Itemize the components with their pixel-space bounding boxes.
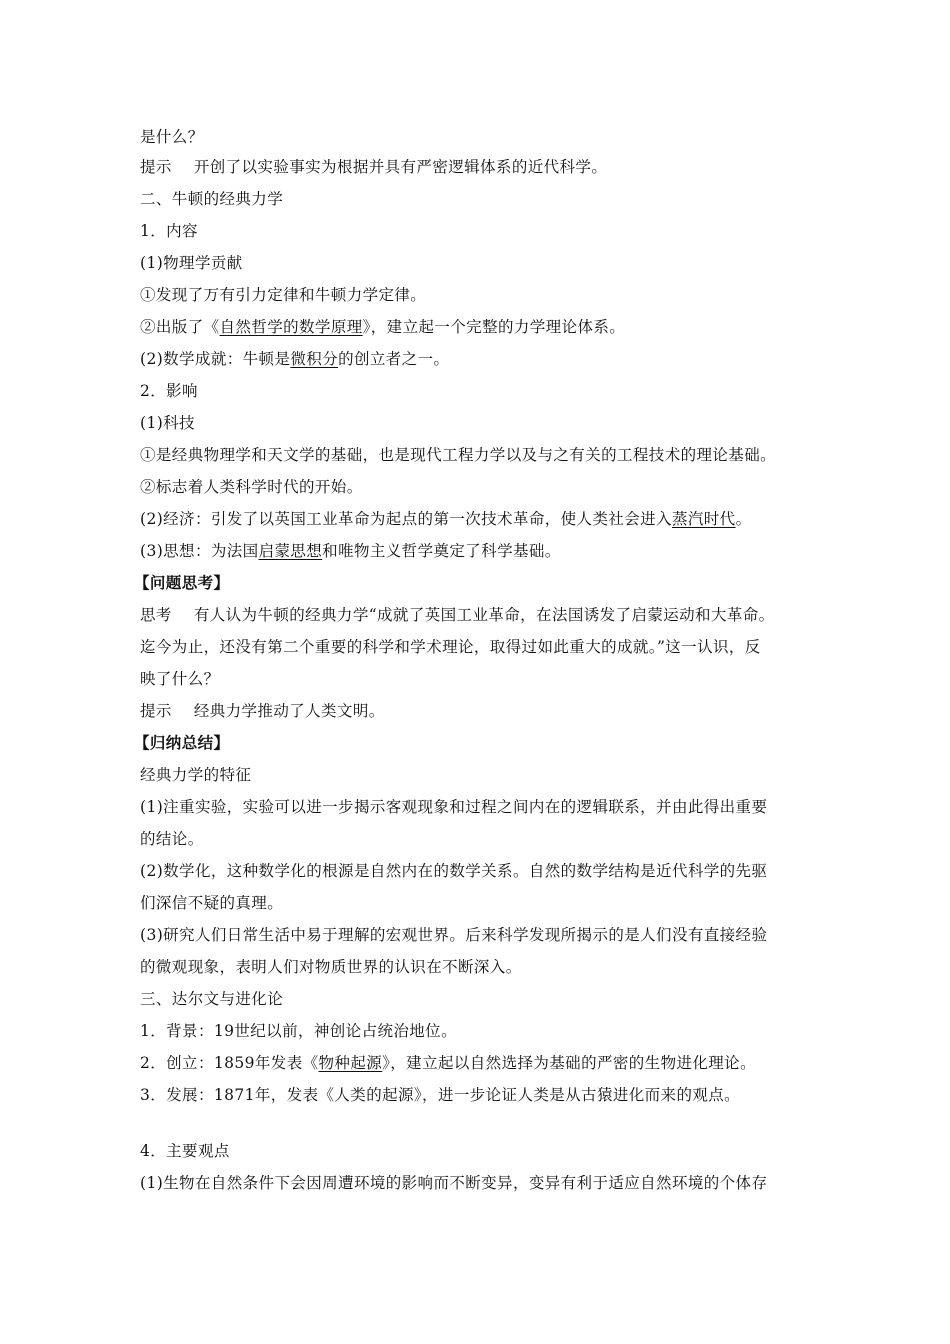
text-line: 3．发展：1871年，发表《人类的起源》，进一步论证人类是从古猿进化而来的观点。: [140, 1086, 741, 1104]
hint-text: 经典力学推动了人类文明。: [193, 702, 385, 720]
text-line: 经典力学的特征: [140, 766, 252, 784]
text-segment: ②出版了《: [140, 318, 220, 336]
text-line: (2)数学化，这种数学化的根源是自然内在的数学关系。自然的数学结构是近代科学的先驱: [140, 862, 768, 880]
hint-label: 提示: [140, 702, 172, 720]
text-line: ②标志着人类科学时代的开始。: [140, 478, 363, 496]
section-heading: 三、达尔文与进化论: [140, 990, 284, 1008]
underlined-term: 微积分: [290, 350, 339, 368]
question-label: 思考: [140, 606, 172, 624]
text-segment: 》，建立起一个完整的力学理论体系。: [362, 318, 626, 336]
text-line: (1)生物在自然条件下会因周遭环境的影响而不断变异，变异有利于适应自然环境的个体存: [140, 1174, 768, 1192]
text-segment: 2．创立：1859年发表《: [140, 1054, 319, 1072]
block-heading: 【问题思考】: [134, 573, 230, 592]
text-segment: (2)经济：引发了以英国工业革命为起点的第一次技术革命，使人类社会进入: [140, 510, 672, 528]
hint-text: 开创了以实验事实为根据并具有严密逻辑体系的近代科学。: [193, 158, 608, 176]
hint-line: [140, 157, 820, 177]
text-segment: (2)数学成就：牛顿是: [140, 350, 291, 368]
text-line: (1)注重实验，实验可以进一步揭示客观现象和过程之间内在的逻辑联系，并由此得出重要: [140, 798, 768, 816]
section-heading: 二、牛顿的经典力学: [140, 190, 284, 208]
underlined-term: 自然哲学的数学原理: [219, 318, 363, 336]
hint-line: [140, 701, 820, 721]
subheading: 1．内容: [140, 222, 198, 240]
subheading: 4．主要观点: [140, 1142, 230, 1160]
question-text: 有人认为牛顿的经典力学“成就了英国工业革命，在法国诱发了启蒙运动和大革命。: [193, 606, 775, 624]
text-segment: 。: [735, 510, 752, 528]
question-line: [140, 605, 820, 625]
text-line: ①发现了万有引力定律和牛顿力学定律。: [140, 286, 427, 304]
text-segment: 和唯物主义哲学奠定了科学基础。: [322, 542, 561, 560]
text-segment: (3)思想：为法国: [140, 542, 259, 560]
text-line: (3)研究人们日常生活中易于理解的宏观世界。后来科学发现所揭示的是人们没有直接经验: [140, 926, 768, 944]
underlined-term: 物种起源: [318, 1054, 383, 1072]
block-heading: 【归纳总结】: [134, 733, 230, 752]
text-line: [140, 1053, 820, 1073]
text-line: 的微观现象，表明人们对物质世界的认识在不断深入。: [140, 958, 522, 976]
text-segment: 》，建立起以自然选择为基础的严密的生物进化理论。: [382, 1054, 756, 1072]
text-line: 们深信不疑的真理。: [140, 894, 284, 912]
text-line: [140, 541, 820, 561]
underlined-term: 启蒙思想: [258, 542, 323, 560]
text-line: 的结论。: [140, 830, 204, 848]
underlined-term: 蒸汽时代: [671, 510, 736, 528]
text-line: [140, 317, 820, 337]
subheading: 2．影响: [140, 382, 198, 400]
hint-label: 提示: [140, 158, 172, 176]
text-segment: 的创立者之一。: [338, 350, 450, 368]
text-line: (1)物理学贡献: [140, 254, 243, 272]
text-line: 是什么？: [140, 128, 204, 146]
text-line: 映了什么？: [140, 670, 220, 688]
text-line: [140, 349, 820, 369]
text-line: 迄今为止，还没有第二个重要的科学和学术理论，取得过如此重大的成就。”这一认识，反: [140, 638, 761, 656]
text-line: [140, 509, 820, 529]
text-line: 1．背景：19世纪以前，神创论占统治地位。: [140, 1022, 457, 1040]
text-line: (1)科技: [140, 414, 195, 432]
text-line: ①是经典物理学和天文学的基础，也是现代工程力学以及与之有关的工程技术的理论基础。: [140, 446, 777, 464]
